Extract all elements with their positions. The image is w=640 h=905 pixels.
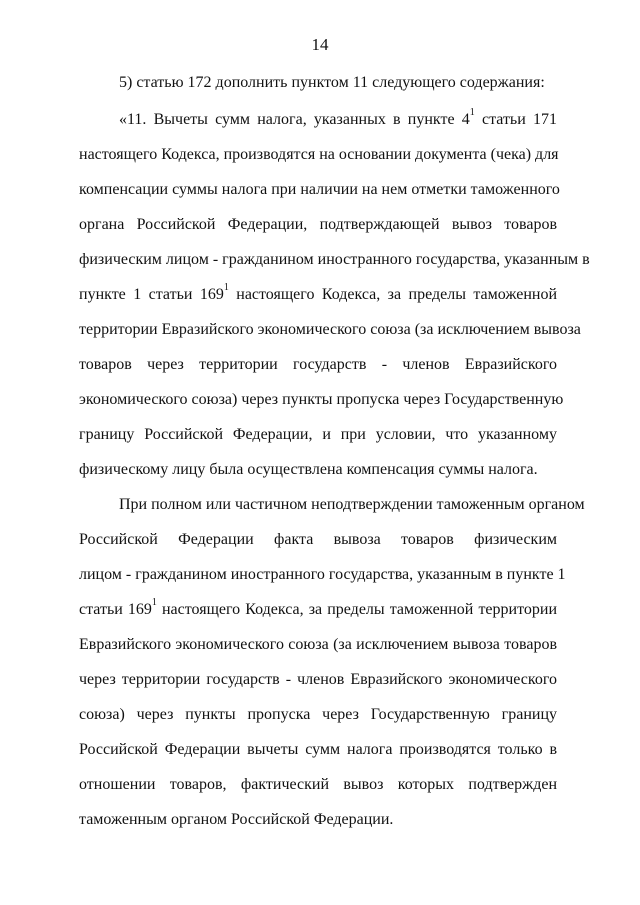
- paragraph-2-line-4-text-a: статьи 169: [79, 601, 152, 618]
- item-5-intro: 5) статью 172 дополнить пунктом 11 следующего содержания:: [119, 74, 545, 91]
- paragraph-2-line-4-text-b: настоящего Кодекса, за пределы таможенной территории: [156, 601, 558, 618]
- paragraph-1-line-6-text-b: настоящего Кодекса, за пределы таможенной: [228, 286, 558, 303]
- paragraph-2-line-7: союза) через пункты пропуска через Государственную границу: [79, 706, 557, 723]
- paragraph-1-line-3: компенсации суммы налога при наличии на нем отметки таможенного: [79, 181, 560, 198]
- paragraph-1-line-1-text-b: статьи 171: [474, 111, 557, 128]
- paragraph-2-line-3: лицом - гражданином иностранного государства, указанным в пункте 1: [79, 566, 566, 583]
- paragraph-1-line-5: физическим лицом - гражданином иностранного государства, указанным в: [79, 251, 590, 268]
- paragraph-1-line-6-text-a: пункте 1 статьи 169: [79, 286, 224, 303]
- superscript: 1: [469, 106, 475, 118]
- paragraph-1-line-11: физическому лицу была осуществлена компенсация суммы налога.: [79, 461, 538, 478]
- paragraph-1-line-9: экономического союза) через пункты пропуска через Государственную: [79, 391, 564, 408]
- paragraph-2-line-2: Российской Федерации факта вывоза товаров физическим: [79, 531, 557, 548]
- paragraph-2-line-9: отношении товаров, фактический вывоз которых подтвержден: [79, 776, 557, 793]
- paragraph-2-line-1: При полном или частичном неподтверждении таможенным органом: [119, 496, 585, 513]
- paragraph-1-line-8: товаров через территории государств - членов Евразийского: [79, 356, 557, 373]
- superscript: 1: [151, 596, 157, 608]
- paragraph-2-line-8: Российской Федерации вычеты сумм налога производятся только в: [79, 741, 557, 758]
- paragraph-1-line-2: настоящего Кодекса, производятся на основании документа (чека) для: [79, 146, 559, 163]
- paragraph-1-line-1: [79, 106, 557, 130]
- paragraph-1-line-6: [79, 281, 558, 305]
- paragraph-1-line-10: границу Российской Федерации, и при условии, что указанному: [79, 426, 557, 443]
- page-number: 14: [311, 35, 329, 54]
- paragraph-1-line-1-text-a: «11. Вычеты сумм налога, указанных в пункте 4: [119, 111, 470, 128]
- paragraph-2-line-4: [79, 596, 558, 620]
- paragraph-2-line-10: таможенным органом Российской Федерации.: [79, 811, 394, 828]
- paragraph-2-line-6: через территории государств - членов Евразийского экономического: [79, 671, 557, 688]
- paragraph-1-line-7: территории Евразийского экономического союза (за исключением вывоза: [79, 321, 581, 338]
- paragraph-2-line-5: Евразийского экономического союза (за исключением вывоза товаров: [79, 636, 557, 653]
- document-body: [79, 0, 590, 905]
- superscript: 1: [223, 281, 229, 293]
- paragraph-1-line-4: органа Российской Федерации, подтверждающей вывоз товаров: [79, 216, 557, 233]
